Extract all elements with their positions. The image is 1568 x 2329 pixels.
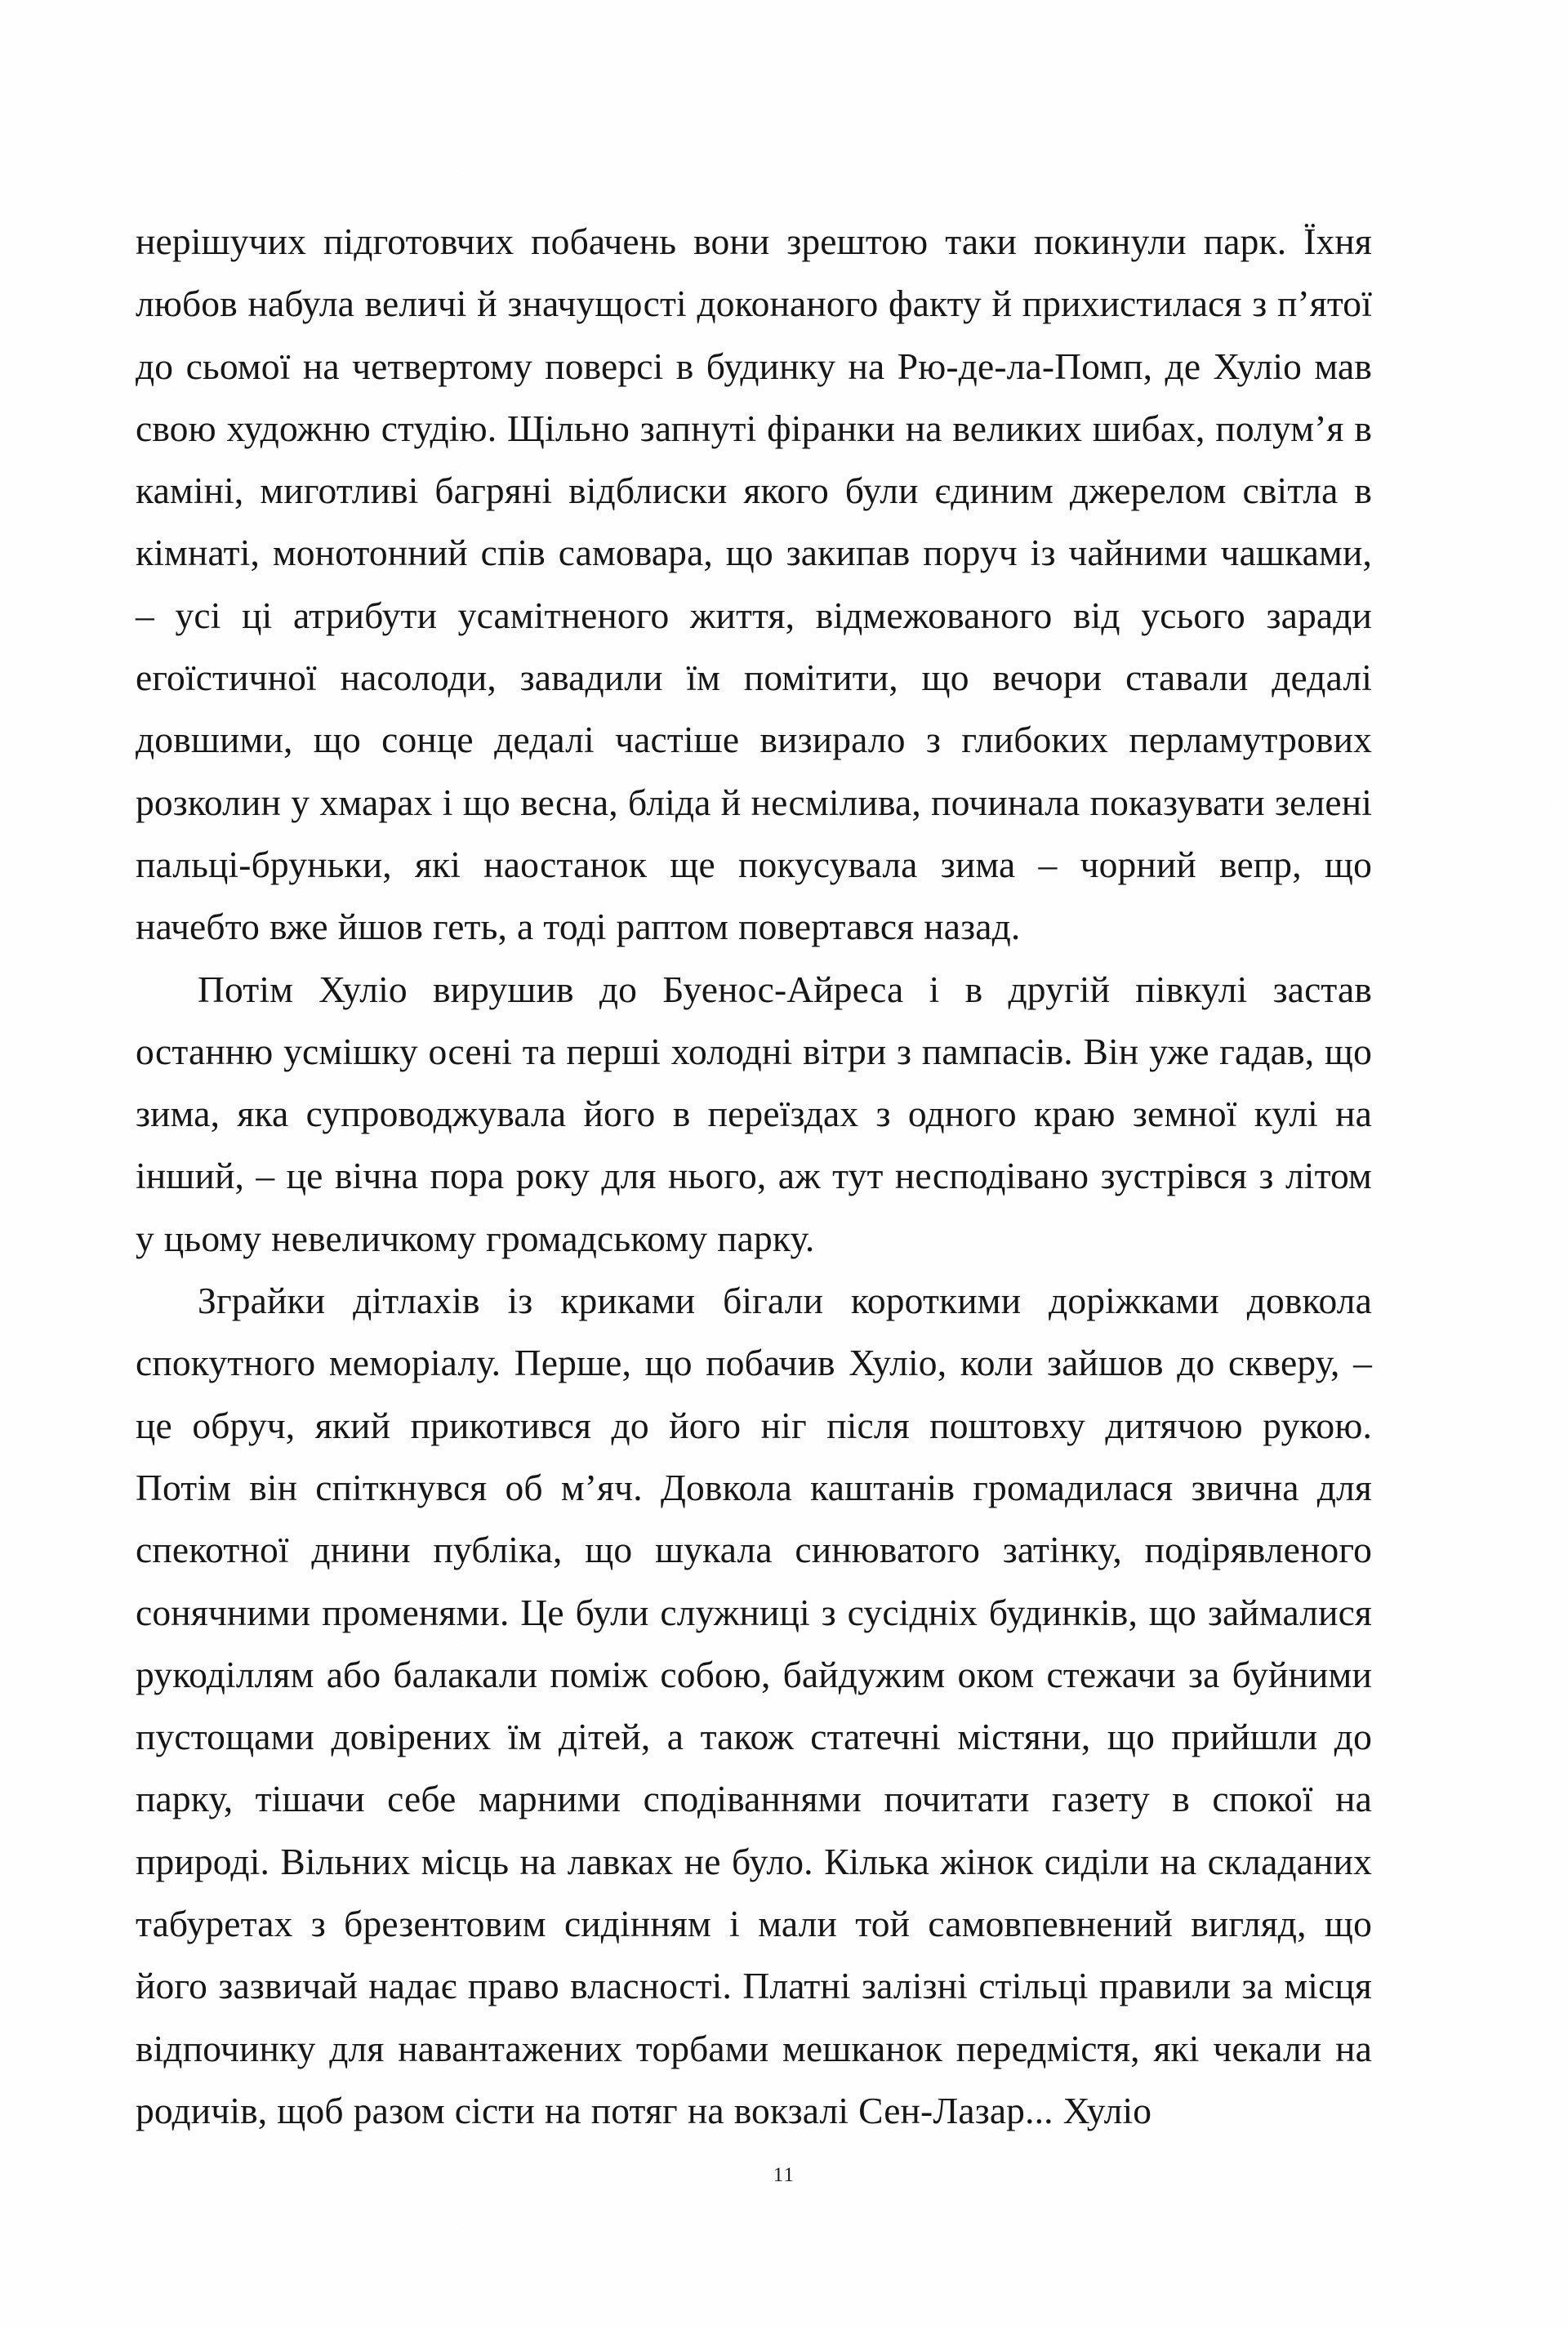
paragraph-2: Потім Хуліо вирушив до Буенос-Айреса і в другій півкулі застав останню усмішку осені та перші холодні вітри з пампасів. Він уже гадав, що зима, яка супроводжувала його в переїздах з одного краю земної кулі на інший, – це вічна пора року для нього, аж тут несподівано зустрівся з літом у цьому невеличкому громадському парку.: [136, 968, 1372, 1259]
paragraph-1: нерішучих підготовчих побачень вони зрештою таки покинули парк. Їхня любов набула величі й значущості доконаного факту й прихистилася з п’ятої до сьомої на четвертому поверсі в будинку на Рю-де-ла-Помп, де Хуліо мав свою художню студію. Щільно запнуті фіранки на великих шибах, полум’я в каміні, миготливі багряні відблиски якого були єдиним джерелом світла в кімнаті, монотонний спів самовара, що закипав поруч із чайними чашками, – усі ці атрибути усамітненого життя, відмежованого від усього заради егоїстичної насолоди, завадили їм помітити, що вечори ставали дедалі довшими, що сонце дедалі частіше визирало з глибоких перламутрових розколин у хмарах і що весна, бліда й несмілива, починала показувати зелені пальці-бруньки, які наостанок ще покусувала зима – чорний вепр, що начебто вже йшов геть, а тоді раптом повертався назад.: [136, 220, 1372, 948]
text-column: [136, 211, 1372, 2142]
page-number: 11: [773, 2164, 795, 2186]
paragraph-3: Зграйки дітлахів із криками бігали короткими доріжками довкола спокутного меморіалу. Перше, що побачив Хуліо, коли зайшов до скверу, – це обруч, який прикотився до його ніг після поштовху дитячою рукою. Потім він спіткнувся об м’яч. Довкола каштанів громадилася звична для спекотної днини публіка, що шукала синюватого затінку, подірявленого сонячними променями. Це були служниці з сусідніх будинків, що займалися рукоділлям або балакали поміж собою, байдужим оком стежачи за буйними пустощами довірених їм дітей, а також статечні містяни, що прийшли до парку, тішачи себе марними сподіваннями почитати газету в спокої на природі. Вільних місць на лавках не було. Кілька жінок сиділи на складаних табуретах з брезентовим сидінням і мали той самовпевнений вигляд, що його зазвичай надає право власності. Платні залізні стільці правили за місця відпочинку для навантажених торбами мешканок передмістя, які чекали на родичів, щоб разом сісти на потяг на вокзалі Сен-Лазар... Хуліо: [136, 1280, 1372, 2131]
